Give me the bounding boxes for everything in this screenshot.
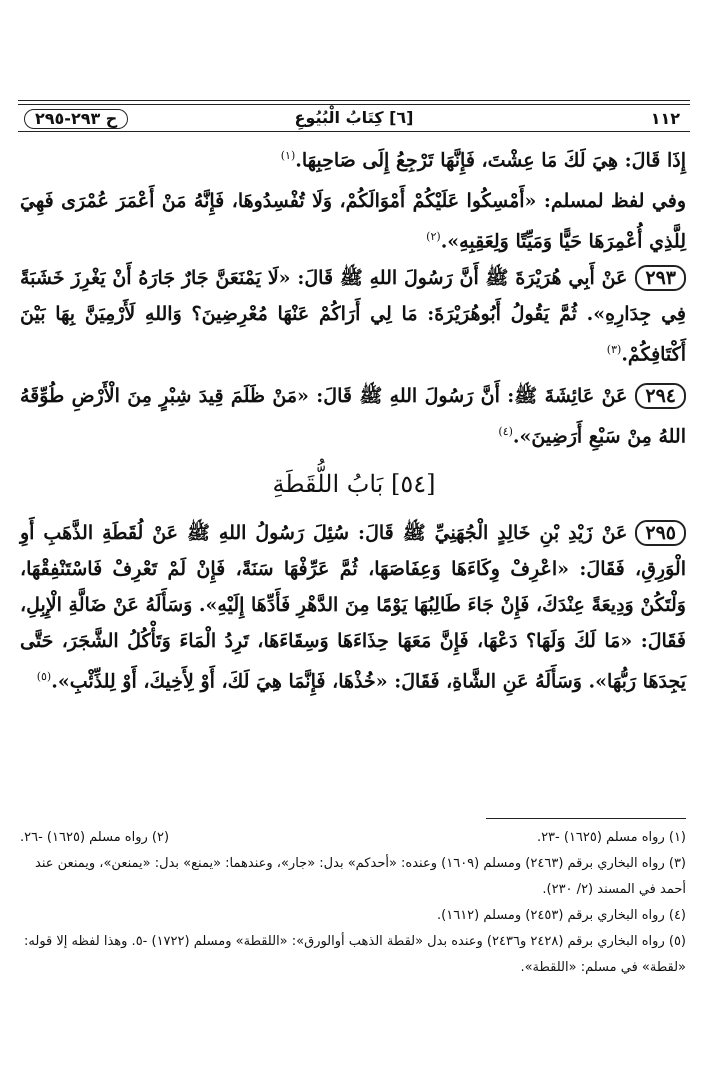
hadith-295-text: عَنْ زَيْدِ بْنِ خَالِدٍ الْجُهَنِيِّ ﷺ قَالَ: سُئِلَ رَسُولُ اللهِ ﷺ عَنْ لُقَطَةِ الذَّهَبِ أَوِ الْوَرِقِ، فَقَالَ: «اعْرِفْ وِكَاءَهَا وَعِفَاصَهَا، ثُمَّ عَرِّفْهَا سَنَةً، فَإِنْ لَمْ تَعْرِفْ فَاسْتَنْفِقْهَا، وَلْتَكُنْ وَدِيعَةً عِنْدَكَ، فَإِنْ جَاءَ طَالِبُهَا يَوْمًا مِنَ الدَّهْرِ فَأَدِّهَا إِلَيْهِ». وَسَأَلَهُ عَنْ ضَالَّةِ الْإِبِلِ، فَقَالَ: «مَا لَكَ وَلَهَا؟ دَعْهَا، فَإِنَّ مَعَهَا حِذَاءَهَا وَسِقَاءَهَا، تَرِدُ الْمَاءَ وَتَأْكُلُ الشَّجَرَ، حَتَّى يَجِدَهَا رَبُّهَا». وَسَأَلَهُ عَنِ الشَّاةِ، فَقَالَ: «خُذْهَا، فَإِنَّمَا هِيَ لَكَ، أَوْ لِأَخِيكَ، أَوْ لِلذِّئْبِ». bbox=[19, 522, 686, 693]
muslim-wording-paragraph bbox=[20, 183, 686, 259]
para2-text: وفي لفظ لمسلم: «أَمْسِكُوا عَلَيْكُمْ أَمْوَالَكُمْ، وَلَا تُفْسِدُوهَا، فَإِنَّهُ مَنْ أَعْمَرَ عُمْرَى فَهِيَ لِلَّذِي أُعْمِرَهَا حَيًّا وَمَيِّتًا وَلِعَقِبِهِ». bbox=[20, 190, 686, 253]
footnote-row-1-2 bbox=[20, 825, 686, 851]
footnote-4: (٤) رواه البخاري برقم (٢٤٥٣) ومسلم (١٦١٢). bbox=[437, 908, 686, 923]
hadith-range: ح ٢٩٣-٢٩٥ bbox=[24, 109, 128, 129]
footnote-5: (٥) رواه البخاري برقم (٢٤٢٨ و٢٤٣٦) وعنده بدل «لقطة الذهب أوالورق»: «اللقطة» ومسلم (١٧٢٢) -٥. وهذا لفظه إلا قوله: «لقطة» في مسلم: «اللقطة». bbox=[24, 934, 686, 975]
footnote-ref-1: (١) bbox=[280, 149, 296, 162]
hadith-number-293: ٢٩٣ bbox=[635, 265, 686, 291]
hadith-number-294: ٢٩٤ bbox=[635, 383, 686, 409]
text-line-1 bbox=[20, 138, 686, 178]
hadith-number-295: ٢٩٥ bbox=[635, 520, 686, 546]
line1-text: إِذَا قَالَ: هِيَ لَكَ مَا عِشْتَ، فَإِنَّهَا تَرْجِعُ إِلَى صَاحِبِهَا. bbox=[295, 149, 686, 172]
hadith-294-text: عَنْ عَائِشَةَ ﷺ: أَنَّ رَسُولَ اللهِ ﷺ قَالَ: «مَنْ ظَلَمَ قِيدَ شِبْرٍ مِنَ الْأَرْضِ طُوِّقَهُ اللهُ مِنْ سَبْعِ أَرَضِينَ». bbox=[20, 385, 686, 448]
footnote-ref-4: (٤) bbox=[498, 425, 513, 438]
footnote-separator bbox=[486, 818, 686, 819]
header-double-rule bbox=[18, 104, 690, 105]
footnotes bbox=[20, 825, 686, 981]
hadith-293-text: عَنْ أَبِي هُرَيْرَةَ ﷺ أَنَّ رَسُولَ اللهِ ﷺ قَالَ: «لَا يَمْنَعَنَّ جَارٌ جَارَهُ أَنْ يَغْرِزَ خَشَبَةً فِي جِدَارِهِ». ثُمَّ يَقُولُ أَبُوهُرَيْرَةَ: مَا لِي أَرَاكُمْ عَنْهَا مُعْرِضِينَ؟ وَاللهِ لَأَرْمِيَنَّ بِهَا بَيْنَ أَكْتَافِكُمْ. bbox=[20, 267, 686, 366]
running-title: [٦] كِتَابُ الْبُيُوعِ bbox=[294, 108, 414, 127]
footnote-ref-3: (٣) bbox=[606, 343, 622, 356]
hadith-295 bbox=[20, 515, 686, 699]
hadith-293 bbox=[20, 260, 686, 372]
chapter-heading: [٥٤] بَابُ اللُّقَطَةِ bbox=[272, 470, 436, 498]
footnote-3: (٣) رواه البخاري برقم (٢٤٦٣) ومسلم (١٦٠٩) وعنده: «أحدكم» بدل: «جار»، وعندهما: «يمنع» بدل: «يمنعن»، ويمنعن عند أحمد في المسند (٢/ ٢٣٠). bbox=[35, 856, 686, 897]
footnote-1: (١) رواه مسلم (١٦٢٥) -٢٣. bbox=[536, 830, 686, 845]
footnote-ref-5: (٥) bbox=[36, 670, 52, 683]
footnote-2: (٢) رواه مسلم (١٦٢٥) -٢٦. bbox=[20, 830, 170, 845]
page-header bbox=[18, 100, 690, 132]
page-number: ١١٢ bbox=[650, 109, 680, 128]
footnote-ref-2: (٢) bbox=[426, 230, 441, 243]
hadith-294 bbox=[20, 378, 686, 454]
